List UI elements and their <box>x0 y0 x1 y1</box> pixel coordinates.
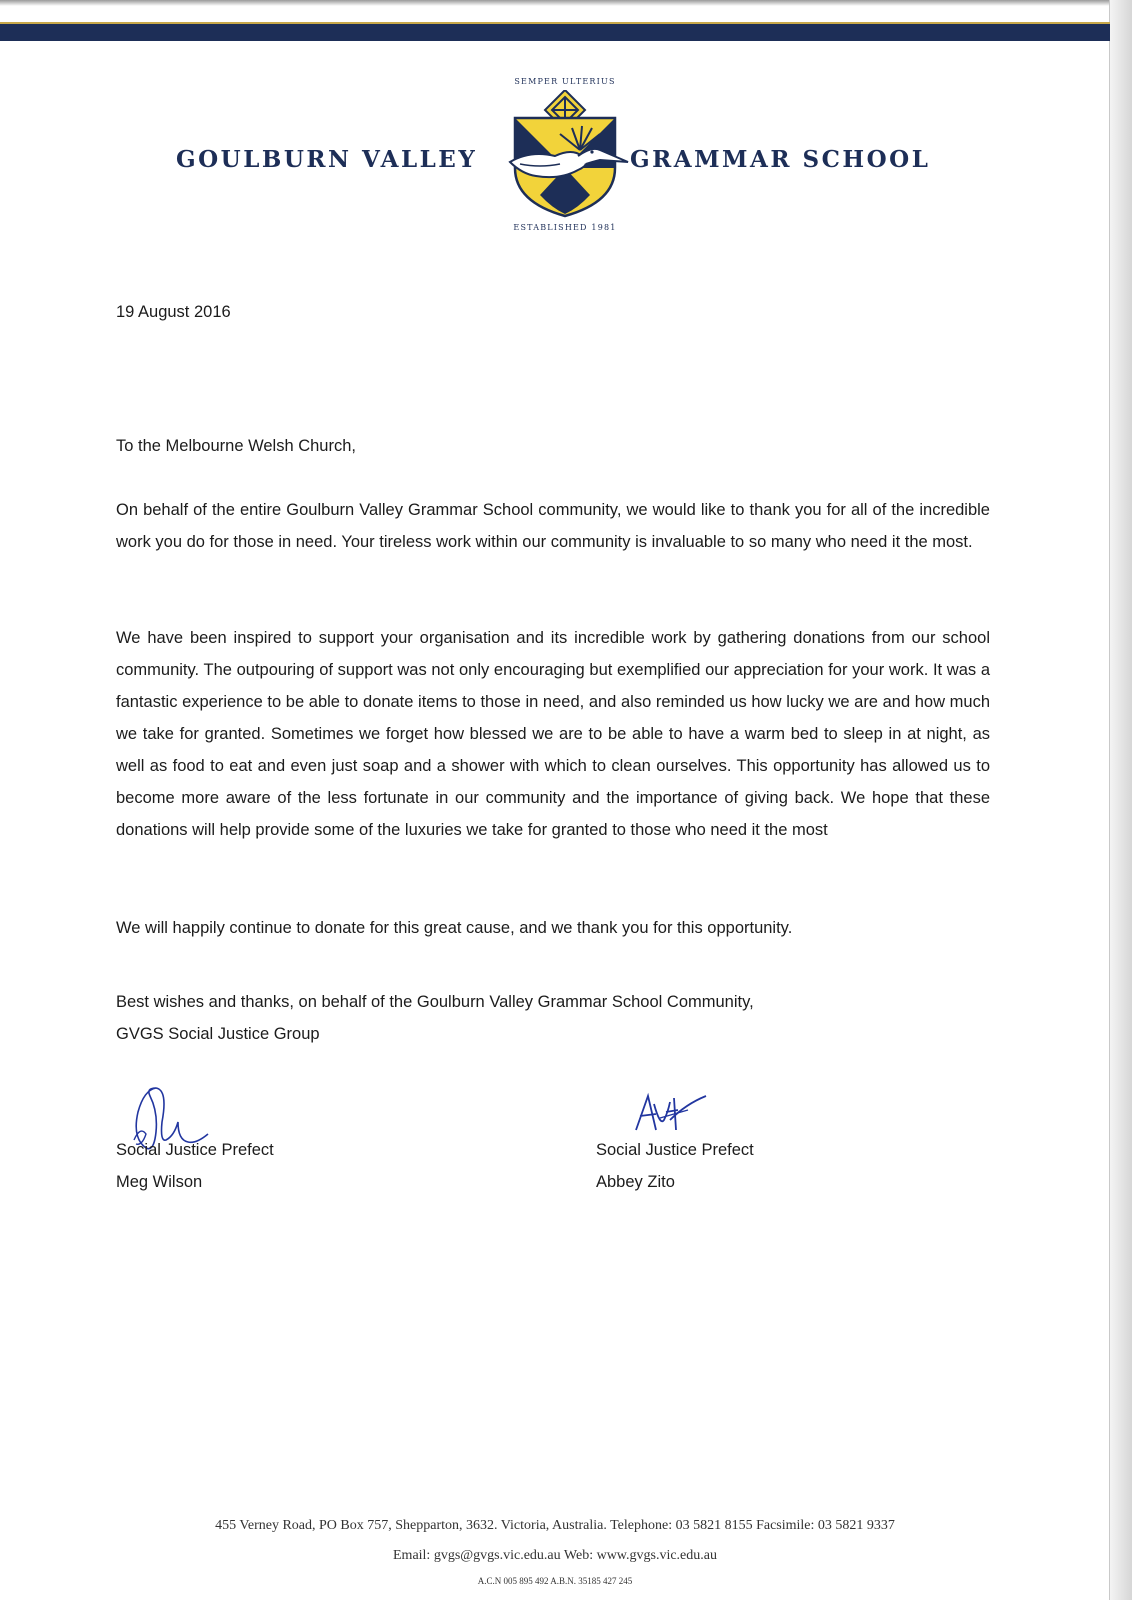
footer-contact: Email: gvgs@gvgs.vic.edu.au Web: www.gvgs.vic.edu.au <box>393 1548 717 1563</box>
signatory-title: Social Justice Prefect <box>116 1141 274 1159</box>
school-name-left: GOULBURN VALLEY <box>176 146 478 173</box>
footer-address: 455 Verney Road, PO Box 757, Shepparton, 3632. Victoria, Australia. Telephone: 03 5821 8155 Facsimile: 03 5821 9337 <box>215 1518 895 1533</box>
letter-date: 19 August 2016 <box>116 303 231 321</box>
letter-paragraph: On behalf of the entire Goulburn Valley Grammar School community, we would like to thank you for all of the incredible work you do for those in need. Your tireless work within our community is invaluable to so many who need it the most. <box>116 501 990 551</box>
page-edge-shadow <box>1109 0 1132 1600</box>
signatory-title: Social Justice Prefect <box>596 1141 754 1159</box>
school-name-right: GRAMMAR SCHOOL <box>630 146 931 173</box>
letter-paragraph: We have been inspired to support your organisation and its incredible work by gathering donations from our school community. The outpouring of support was not only encouraging but exemplified our appreciation for your work. It was a fantastic experience to be able to donate items to those in need, and also reminded us how lucky we are and how much we take for granted. Sometimes we forget how blessed we are to be able to have a warm bed to sleep in at night, as well as food to eat and even just soap and a shower with which to clean ourselves. This opportunity has allowed us to become more aware of the less fortunate in our community and the importance of giving back. We hope that these donations will help provide some of the luxuries we take for granted to those who need it the most <box>116 629 990 839</box>
signatory-name: Abbey Zito <box>596 1173 675 1191</box>
signatory-name: Meg Wilson <box>116 1173 203 1191</box>
letter-salutation: To the Melbourne Welsh Church, <box>116 437 356 455</box>
school-motto: SEMPER ULTERIUS <box>514 77 616 86</box>
signature-abbey-zito <box>630 1090 710 1140</box>
footer-registration: A.C.N 005 895 492 A.B.N. 35185 427 245 <box>477 1576 633 1586</box>
letter-closing-line: Best wishes and thanks, on behalf of the Goulburn Valley Grammar School Community, <box>116 993 754 1011</box>
letterhead-band <box>0 22 1110 41</box>
letterhead-band-accent <box>0 22 1110 24</box>
letter-paragraph: We will happily continue to donate for this great cause, and we thank you for this opportunity. <box>116 919 793 937</box>
letter-closing-group: GVGS Social Justice Group <box>116 1025 320 1043</box>
school-crest-icon <box>500 90 630 218</box>
established-year: ESTABLISHED 1981 <box>513 223 617 232</box>
page-edge <box>0 0 1132 6</box>
